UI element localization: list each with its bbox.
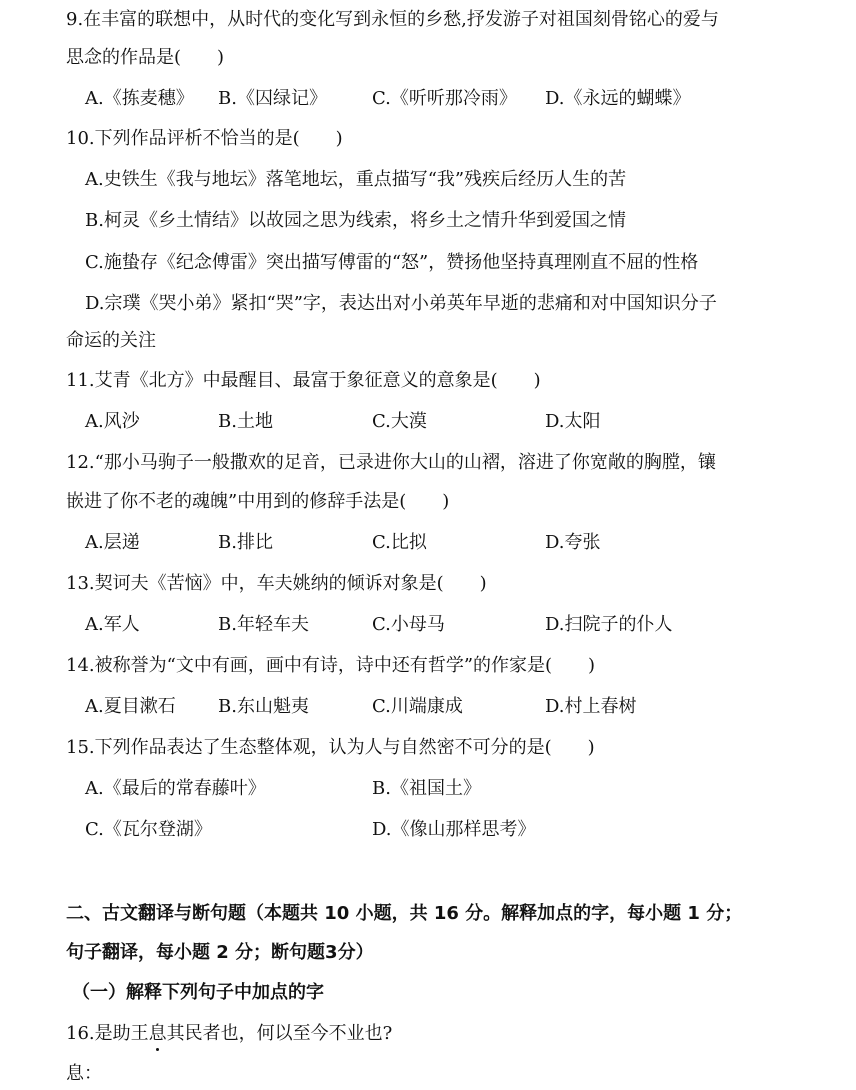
section2-subsection-title: （一）解释下列句子中加点的字 — [72, 982, 324, 1003]
q13-option-c: C.小母马 — [372, 614, 445, 635]
q9-option-b: B.《囚绿记》 — [218, 88, 327, 109]
q16-answer-label: 息： — [66, 1063, 102, 1084]
q12-stem-line2: 嵌进了你不老的魂魄”中用到的修辞手法是( ) — [66, 491, 450, 512]
q13-option-d: D.扫院子的仆人 — [545, 614, 673, 635]
q16-stem — [66, 1022, 392, 1046]
q10-option-d: D.宗璞《哭小弟》紧扣“哭”字，表达出对小弟英年早逝的悲痛和对中国知识分子 — [85, 293, 717, 314]
q9-option-c: C.《听听那冷雨》 — [372, 88, 517, 109]
q13-option-b: B.年轻车夫 — [218, 614, 309, 635]
q11-option-b: B.土地 — [218, 411, 273, 432]
q13-option-a: A.军人 — [85, 614, 140, 635]
q9-stem-line1: 9.在丰富的联想中，从时代的变化写到永恒的乡愁,抒发游子对祖国刻骨铭心的爱与 — [66, 9, 719, 30]
q12-option-b: B.排比 — [218, 532, 273, 553]
q11-option-d: D.太阳 — [545, 411, 601, 432]
q11-option-c: C.大漠 — [372, 411, 427, 432]
q14-option-a: A.夏目漱石 — [85, 696, 176, 717]
q16-stem-after: 其民者也，何以至今不业也? — [166, 1023, 393, 1044]
q12-stem-line1: 12.“那小马驹子一般撒欢的足音，已录进你大山的山褶，溶进了你宽敞的胸膛，镶 — [66, 452, 716, 473]
q10-option-d-continued: 命运的关注 — [66, 330, 156, 351]
q15-option-c: C.《瓦尔登湖》 — [85, 819, 212, 840]
q10-stem: 10.下列作品评析不恰当的是( ) — [66, 128, 343, 149]
q10-option-c: C.施蛰存《纪念傅雷》突出描写傅雷的“怒”，赞扬他坚持真理刚直不屈的性格 — [85, 252, 699, 273]
q9-stem-line2: 思念的作品是( ) — [66, 47, 225, 68]
q10-option-a: A.史铁生《我与地坛》落笔地坛，重点描写“我”残疾后经历人生的苦 — [85, 169, 627, 190]
q16-dotted-char: 息 — [148, 1023, 167, 1044]
q9-option-d: D.《永远的蝴蝶》 — [545, 88, 691, 109]
q14-option-d: D.村上春树 — [545, 696, 637, 717]
q15-option-b: B.《祖国土》 — [372, 778, 481, 799]
q13-stem: 13.契诃夫《苦恼》中，车夫姚纳的倾诉对象是( ) — [66, 573, 487, 594]
q16-stem-before: 16.是助王 — [66, 1023, 149, 1044]
q10-option-b: B.柯灵《乡土情结》以故园之思为线索，将乡土之情升华到爱国之情 — [85, 210, 626, 231]
q15-option-a: A.《最后的常春藤叶》 — [85, 778, 266, 799]
q12-option-d: D.夸张 — [545, 532, 601, 553]
q9-option-a: A.《拣麦穗》 — [85, 88, 194, 109]
section2-title-line2: 句子翻译，每小题 2 分；断句题3分） — [66, 942, 374, 963]
q12-option-a: A.层递 — [85, 532, 140, 553]
q12-option-c: C.比拟 — [372, 532, 427, 553]
q15-option-d: D.《像山那样思考》 — [372, 819, 536, 840]
q14-option-b: B.东山魁夷 — [218, 696, 309, 717]
q11-option-a: A.风沙 — [85, 411, 140, 432]
q14-stem: 14.被称誉为“文中有画，画中有诗，诗中还有哲学”的作家是( ) — [66, 655, 596, 676]
q15-stem: 15.下列作品表达了生态整体观，认为人与自然密不可分的是( ) — [66, 737, 595, 758]
section2-title-line1: 二、古文翻译与断句题（本题共 10 小题，共 16 分。解释加点的字，每小题 1 分； — [66, 903, 743, 924]
q11-stem: 11.艾青《北方》中最醒目、最富于象征意义的意象是( ) — [66, 370, 541, 391]
q14-option-c: C.川端康成 — [372, 696, 463, 717]
